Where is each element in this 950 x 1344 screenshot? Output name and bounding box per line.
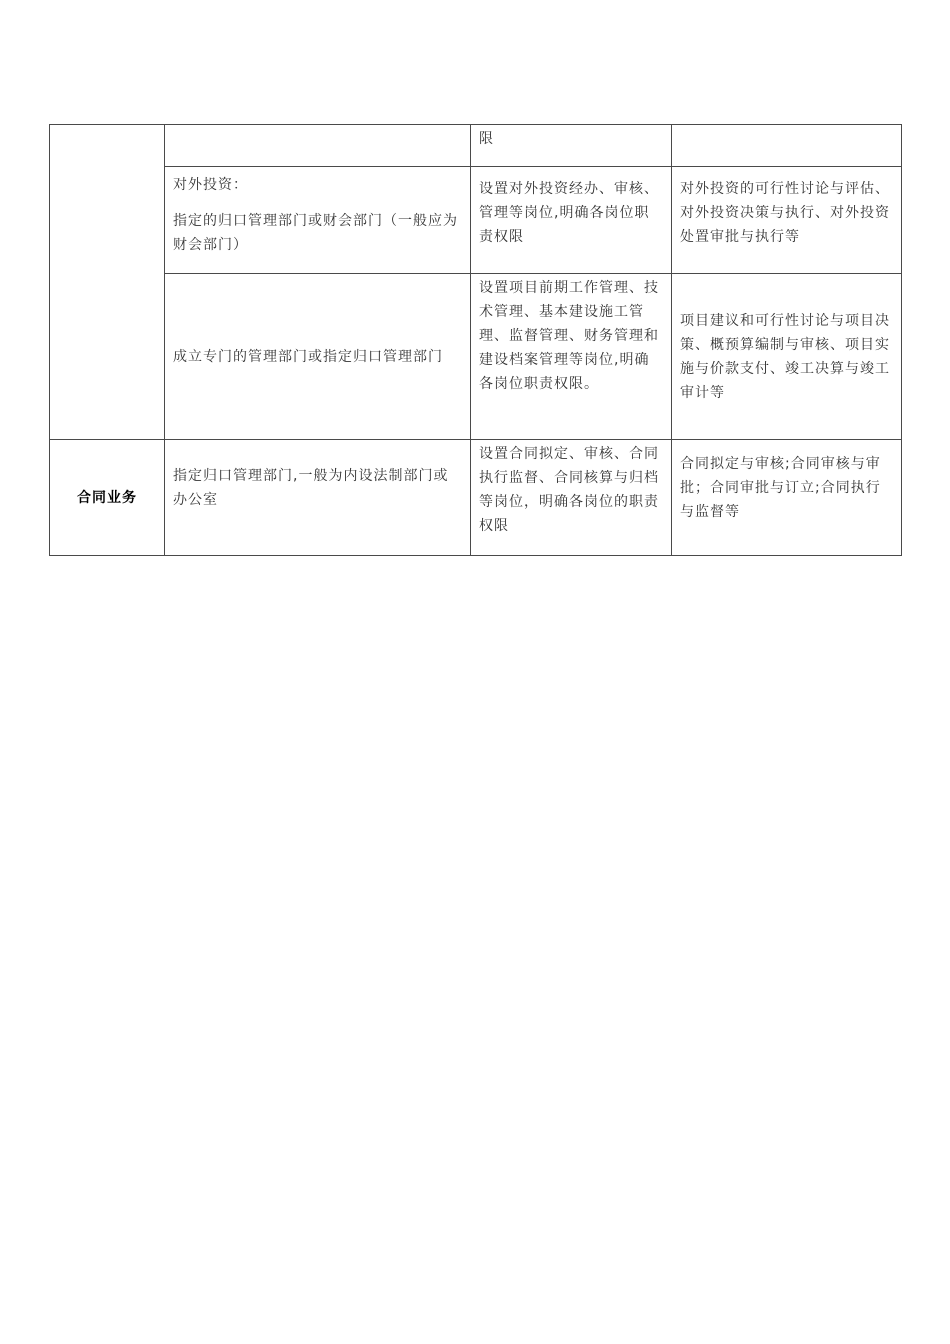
department-cell: 指定归口管理部门,一般为内设法制部门或办公室: [165, 440, 471, 556]
positions-cell: 设置对外投资经办、审核、管理等岗位,明确各岗位职责权限: [471, 167, 672, 274]
positions-cell: 限: [471, 125, 672, 167]
flow-cell: 合同拟定与审核;合同审核与审批；合同审批与订立;合同执行与监督等: [672, 440, 902, 556]
table-row: [50, 440, 902, 556]
category-cell: 合同业务: [50, 440, 165, 556]
responsibility-table: [49, 124, 902, 556]
department-cell: [165, 125, 471, 167]
positions-cell: 设置合同拟定、审核、合同执行监督、合同核算与归档等岗位，明确各岗位的职责权限: [471, 440, 672, 556]
flow-cell: 对外投资的可行性讨论与评估、对外投资决策与执行、对外投资处置审批与执行等: [672, 167, 902, 274]
department-title: 对外投资：: [173, 177, 248, 193]
table-row: [50, 274, 902, 440]
table-row: [50, 167, 902, 274]
flow-cell: [672, 125, 902, 167]
table-row: [50, 125, 902, 167]
positions-cell: 设置项目前期工作管理、技术管理、基本建设施工管理、监督管理、财务管理和建设档案管理等岗位,明确各岗位职责权限。: [471, 274, 672, 440]
department-cell: 成立专门的管理部门或指定归口管理部门: [165, 274, 471, 440]
category-cell: [50, 125, 165, 440]
department-text: 指定的归口管理部门或财会部门（一般应为财会部门）: [173, 213, 458, 253]
flow-cell: 项目建议和可行性讨论与项目决策、概预算编制与审核、项目实施与价款支付、竣工决算与竣工审计等: [672, 274, 902, 440]
department-cell: [165, 167, 471, 274]
